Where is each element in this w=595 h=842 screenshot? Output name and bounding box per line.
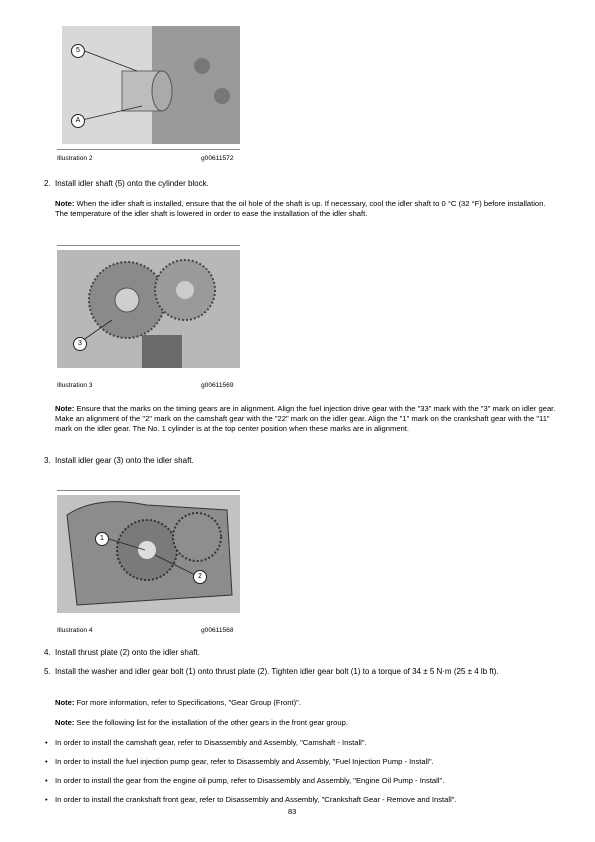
illustration-4-photo — [57, 495, 240, 613]
list-item-text: In order to install the camshaft gear, refer to Disassembly and Assembly, "Camshaft - Install". — [55, 738, 367, 747]
list-item — [45, 757, 560, 767]
figure-caption-label: Illustration 2 — [57, 155, 93, 162]
note-paragraph — [55, 718, 560, 728]
bullet-icon: • — [45, 776, 48, 785]
note-label: Note: — [55, 718, 75, 727]
figure-caption-label: Illustration 4 — [57, 627, 93, 634]
figure-caption-code: g00611568 — [201, 627, 234, 634]
note-text: When the idler shaft is installed, ensure that the oil hole of the shaft is up. If necessary, cool the idler shaft to 0 °C (32 °F) before installation. The temperature of the idler shaft is lowered in order to ease the installation of the idler shaft. — [55, 199, 546, 219]
step-number: 4. — [44, 648, 51, 657]
figure-rule — [57, 490, 240, 491]
callout-a: A — [71, 114, 85, 128]
note-paragraph — [55, 698, 560, 708]
illustration-2-photo — [62, 26, 240, 144]
bullet-icon: • — [45, 795, 48, 804]
figure-caption-label: Illustration 3 — [57, 382, 93, 389]
note-text: Ensure that the marks on the timing gears are in alignment. Align the fuel injection drive gear with the "33" mark with the "3" mark on idler gear. Make an alignment of the "2" mark on the camshaft gear with the "22" mark on the idler gear. Align the "1" mark on the crankshaft gear with the "11" mark on the idler gear. The No. 1 cylinder is at the top center position when these marks are in alignment. — [55, 404, 556, 434]
page-number: 83 — [288, 807, 297, 816]
idler-shaft-photo-graphic — [62, 26, 240, 144]
note-label: Note: — [55, 404, 75, 413]
thrust-plate-photo-graphic — [57, 495, 240, 613]
step-number: 3. — [44, 456, 51, 465]
note-paragraph — [55, 199, 555, 219]
note-label: Note: — [55, 199, 75, 208]
step-text: Install idler gear (3) onto the idler shaft. — [55, 456, 194, 465]
list-item-text: In order to install the fuel injection pump gear, refer to Disassembly and Assembly, "Fuel Injection Pump - Install". — [55, 757, 434, 766]
step-number: 5. — [44, 667, 51, 676]
list-item — [45, 776, 560, 786]
list-item-text: In order to install the crankshaft front gear, refer to Disassembly and Assembly, "Crankshaft Gear - Remove and Install". — [55, 795, 457, 804]
callout-2: 2 — [193, 570, 207, 584]
bullet-icon: • — [45, 738, 48, 747]
list-item — [45, 795, 560, 805]
list-item — [45, 738, 560, 748]
illustration-3-photo — [57, 250, 240, 368]
note-text: For more information, refer to Specifications, "Gear Group (Front)". — [74, 698, 301, 707]
step-number: 2. — [44, 179, 51, 188]
step-text: Install thrust plate (2) onto the idler shaft. — [55, 648, 200, 657]
callout-3: 3 — [73, 337, 87, 351]
note-text: See the following list for the installation of the other gears in the front gear group. — [74, 718, 348, 727]
bullet-icon: • — [45, 757, 48, 766]
note-label: Note: — [55, 698, 75, 707]
step-text: Install the washer and idler gear bolt (1) onto thrust plate (2). Tighten idler gear bolt (1) to a torque of 34 ± 5 N·m (25 ± 4 lb ft). — [55, 667, 499, 676]
idler-gear-photo-graphic — [57, 250, 240, 368]
step-text: Install idler shaft (5) onto the cylinder block. — [55, 179, 209, 188]
figure-caption-code: g00611569 — [201, 382, 234, 389]
figure-rule — [57, 149, 240, 150]
figure-caption-code: g00611572 — [201, 155, 234, 162]
list-item-text: In order to install the gear from the engine oil pump, refer to Disassembly and Assembly, "Engine Oil Pump - Install". — [55, 776, 445, 785]
note-paragraph — [55, 404, 560, 435]
callout-1: 1 — [95, 532, 109, 546]
callout-5: 5 — [71, 44, 85, 58]
figure-rule — [57, 245, 240, 246]
